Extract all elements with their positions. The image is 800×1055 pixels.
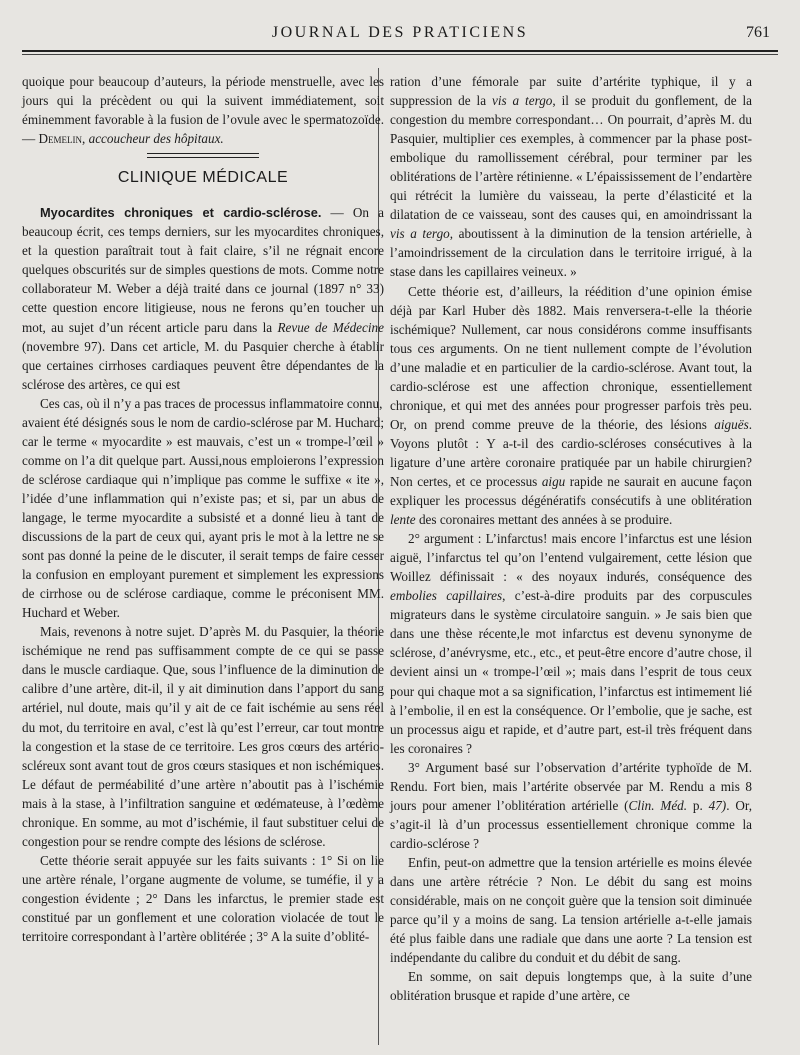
emphasis: aigu xyxy=(541,473,566,489)
text: ration d’une fémorale par suite d’artérite typhique, il y a suppression de la xyxy=(390,74,752,109)
citation: 47) xyxy=(708,797,727,813)
text: , c’est-à-dire produits par des corpuscules migrateurs dans le système circulatoire sanguin. » Je sais bien que dans une thèse récente,le mot infarctus est devenu synonyme de sclérose, d’anévrysme, etc., etc., et peut-être encore d’autre chose, il devient ainsi un « trompe-l’œil »; mais dans l’esprit de tous ceux pour qui chaque mot a sa signification, l’infarctus est intimement lié à l’embolie, il en est la conséquence. Or l’embolie, que je sache, est un processus aigu et rapide, et d’autre part, est-il très fréquent dans les coronaires ? xyxy=(390,588,752,756)
paragraph: Mais, revenons à notre sujet. D’après M. du Pasquier, la théorie ischémique ne rend pas suffisamment compte de ce qui se passe dans le muscle cardiaque. Que, sous l’influence de la diminution de calibre d’une artère, dit-il, il y ait diminution dans l’apport du sang artériel, nul doute, mais qu’il y ait de ce fait ischémie au sens réel du mot, du territoire en aval, c’est là qu’est l’erreur, car tout montre la congestion et la stase de ce territoire. Les gros cœurs des artério-scléreux sont avant tout de gros cœurs stasiques et non ischémiques. Le défaut de perméabilité d’une artère n’aboutit pas à l’ischémie mais à la stase, à l’infiltration sanguine et œdémateuse, à l’œdème chronique. En somme, au mot d’ischémie, il faut substituer celui de congestion pour se rendre compte des lésions de sclérose. xyxy=(22,624,384,849)
paragraph: avaient été désignés sous le nom de cardio-sclérose par M. Huchard; car le terme « myocardite » est mauvais, c’est un « trompe-l’œil » comme on l’a dit quelque part. Aussi,nous emploierons l’expression de sclérose cardiaque qui n’implique pas comme le suffixe « ite », l’idée d’une inflammation qui n’existe pas; et si, par un abus de langage, le terme myocardite a subsisté et a donné lieu à tant de discussions de la part de ceux qui, ayant pris le mot à la lettre ne se sont pas donné la peine de le discuter, il serait temps de faire cesser la confusion en employant purement et simplement les expressions de cirrhose ou de sclérose cardiaque, comme le préconisent MM. Huchard et Weber. xyxy=(22,414,384,621)
paragraph xyxy=(390,282,752,530)
text: , xyxy=(82,131,89,147)
journal-title: JOURNAL DES PRATICIENS xyxy=(271,24,529,41)
text: , aboutissent à la diminution de la tension artérielle, à l’amoindrissement de la circulation dans le territoire irrigué, à la stase dans les capillaires veineux. » xyxy=(390,226,752,280)
text: rapide ne saurait en aucune façon expliquer les processus dégénératifs consécutifs à une oblitération xyxy=(390,473,752,509)
emphasis: embolies capillaires xyxy=(390,588,503,604)
text: , il se produit du gonflement, de la congestion du membre correspondant… On pourrait, d’après M. du Pasquier, multiplier ces exemples, à commencer par la phase post-embolique du ramollissement cérébral, pour terminer par les oblitérations de l’artère rétinienne. « L’épaississement de l’endartère qui rétrécit la lumière du vaisseau, la perte d’élasticité et la dilatation de ce vaisseau, sont des causes qui, en amoindrissant la xyxy=(390,93,752,223)
author-role: accoucheur des hôpitaux. xyxy=(88,131,224,147)
text: . Voyons plutôt : Y a-t-il des cardio-scléroses consécutives à la ligature d’une artère coronaire pratiquée par un habile chirurgien? Non certes, et ce processus xyxy=(390,416,752,489)
paragraph xyxy=(22,203,384,393)
text: p. xyxy=(687,797,709,813)
emphasis: lente xyxy=(390,512,416,528)
latin-term: vis a tergo xyxy=(390,226,450,242)
header-rule xyxy=(22,50,778,52)
left-column xyxy=(22,72,384,1045)
running-header xyxy=(22,24,778,50)
text: des coronaires mettant des années à se produire. xyxy=(415,512,673,528)
text: quoique pour beaucoup d’auteurs, la période menstruelle, avec les jours qui la précèdent ou qui la suivent immédiatement, soit éminemment favorable à la fusion de l’ovule avec le spermatozoïde. — xyxy=(22,74,384,147)
section-title: CLINIQUE MÉDICALE xyxy=(117,169,289,187)
emphasis: aiguës xyxy=(714,416,749,432)
text: 3° Argument basé sur l’observation d’artérite typhoïde de M. Rendu. Fort bien, mais l’artérite observée par M. Rendu a mis 8 jours pour amener l’oblitération artérielle ( xyxy=(390,759,752,813)
text: — On a beaucoup écrit, ces temps derniers, sur les myocardites chroniques, et la question paraîtrait tout à fait claire, s’il ne régnait encore quelques obscurités sur de simples questions de mots. Comme notre collaborateur M. Weber a déjà traité dans ce journal (1897 n° 33) cette question encore litigieuse, nous ne ferons qu’en toucher un mot, au sujet d’un récent article paru dans la xyxy=(22,205,384,335)
paragraph: Enfin, peut-on admettre que la tension artérielle es moins élevée dans une artère rétrécie ? Non. Le débit du sang est moins considérable, mais on ne conçoit guère que la tension soit diminuée parce qu’il y a moins de sang. La tension artérielle a-t-elle jamais été plus faible dans une radiale que dans une aorte ? La tension est indépendante du calibre du conduit et du débit de sang. xyxy=(390,854,752,966)
paragraph: En somme, on sait depuis longtemps que, à la suite d’une oblitération brusque et rapide d’une artère, ce xyxy=(390,969,752,1004)
paragraph xyxy=(390,529,752,758)
paragraph xyxy=(22,72,384,148)
article-heading: Myocardites chroniques et cardio-sclérose. xyxy=(40,205,322,221)
paragraph: Ces cas, où il n’y a pas traces de processus inflammatoire connu, xyxy=(40,395,383,411)
paragraph xyxy=(390,758,752,853)
paragraph xyxy=(390,72,752,282)
latin-term: vis a tergo xyxy=(491,93,553,109)
text: Cette théorie est, d’ailleurs, la réédition d’une opinion émise déjà par Karl Huber dès 1882. Mais renversera-t-elle la théorie ischémique? Nullement, car nous considérons comme insuffisants tous ces arguments. On ne tient nullement compte de l’évolution d’une maladie et en particulier de la cardio-sclérose. Avant tout, la cardio-sclérose est une affection chronique, essentiellement chronique, et qui met des années pour progresser parfois très peu. Or, on prend comme preuve de la théorie, des lésions xyxy=(390,283,752,432)
author-name: Demelin xyxy=(38,131,82,147)
section-rule xyxy=(147,153,259,158)
right-column xyxy=(390,72,752,1045)
citation: Clin. Méd. xyxy=(628,797,688,813)
text: 2° argument : L’infarctus! mais encore l’infarctus est une lésion aiguë, l’infarctus tel qu’on l’entend vulgairement, cette lésion que Woillez définissait : « des noyaux indurés, conséquence des xyxy=(390,531,752,585)
text: . Or, s’agit-il là d’un processus essentiellement chronique comme la cardio-sclérose ? xyxy=(390,797,752,851)
header-rule-thin xyxy=(22,54,778,55)
page-number: 761 xyxy=(746,24,770,41)
journal-ref: Revue de Médecine xyxy=(277,319,384,335)
paragraph: Cette théorie serait appuyée sur les faits suivants : 1° Si on lie une artère rénale, l’organe augmente de volume, se tuméfie, il y a congestion évidente ; 2° Dans les infarctus, le premier stade est constitué par un gonflement et une coloration violacée de tout le territoire correspondant à l’artère oblitérée ; 3° A la suite d’oblité- xyxy=(22,852,384,945)
text: (novembre 97). Dans cet article, M. du Pasquier cherche à établir que certaines cirrhoses cardiaques peuvent être dépendantes de la sclérose des artères, ce qui est xyxy=(22,338,384,392)
